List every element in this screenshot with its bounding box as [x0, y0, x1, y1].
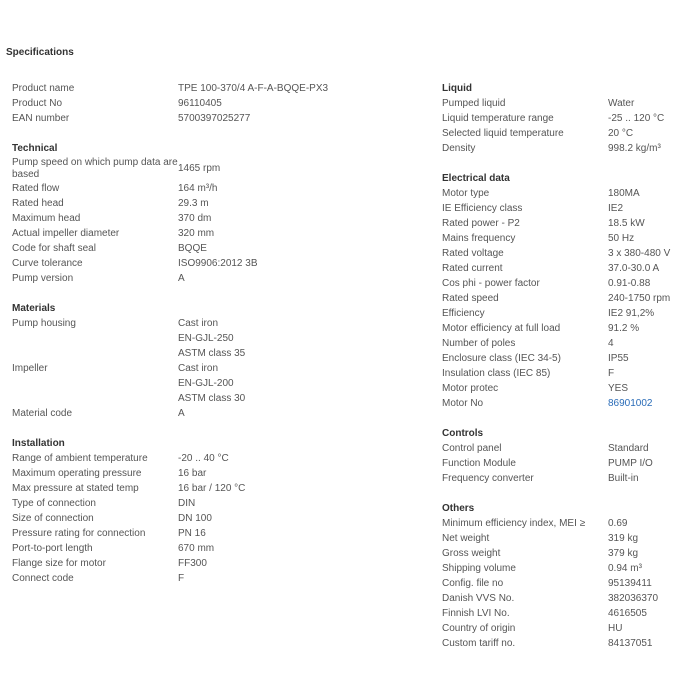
spec-row-curve-tolerance — [12, 256, 422, 271]
spec-value — [608, 576, 692, 591]
spec-row-mains-frequency — [442, 231, 692, 246]
spec-row-product-name — [12, 81, 422, 96]
spec-value — [178, 211, 422, 226]
spec-row-ean-number — [12, 111, 422, 126]
spec-value-line: 240-1750 rpm — [608, 293, 671, 304]
spec-row-pumped-liquid — [442, 96, 692, 111]
spec-label: Control panel — [442, 443, 502, 454]
spec-value-line: FF300 — [178, 558, 207, 569]
spec-label: EAN number — [12, 113, 70, 124]
spec-value-line: HU — [608, 623, 623, 634]
section-installation — [12, 436, 422, 586]
spec-value — [608, 336, 692, 351]
spec-row-liquid-temperature-range — [442, 111, 692, 126]
spec-value — [608, 96, 692, 111]
motor-no-link[interactable]: 86901002 — [608, 398, 653, 409]
spec-value-line: 180MA — [608, 188, 640, 199]
spec-value — [178, 156, 422, 181]
spec-value — [178, 496, 422, 511]
spec-value — [178, 241, 422, 256]
spec-label: Pump housing — [12, 318, 76, 329]
spec-value — [608, 201, 692, 216]
spec-row-connect-code — [12, 571, 422, 586]
spec-value — [608, 246, 692, 261]
spec-value — [608, 531, 692, 546]
spec-row-country-of-origin — [442, 621, 692, 636]
spec-label: Rated head — [12, 198, 64, 209]
spec-value-line: 164 m³/h — [178, 183, 218, 194]
spec-row-pump-housing — [12, 316, 422, 361]
spec-value-line: 37.0-30.0 A — [608, 263, 660, 274]
spec-row-shipping-volume — [442, 561, 692, 576]
spec-label: Product name — [12, 83, 75, 94]
spec-label: Net weight — [442, 533, 490, 544]
spec-value-line: 379 kg — [608, 548, 639, 559]
spec-value — [608, 141, 692, 156]
spec-row-enclosure-class-iec-34-5 — [442, 351, 692, 366]
spec-value-line: 96110405 — [178, 98, 222, 109]
spec-row-control-panel — [442, 441, 692, 456]
spec-row-rated-power-p2 — [442, 216, 692, 231]
spec-value — [178, 556, 422, 571]
spec-value — [608, 261, 692, 276]
section-product — [12, 81, 422, 126]
spec-value — [178, 526, 422, 541]
spec-value-line: Cast iron — [178, 363, 219, 374]
spec-value — [178, 511, 422, 526]
spec-row-minimum-efficiency-index-mei — [442, 516, 692, 531]
spec-value-line: 0.69 — [608, 518, 628, 529]
spec-label: Motor type — [442, 188, 490, 199]
spec-label: Motor No — [442, 398, 484, 409]
spec-label: IE Efficiency class — [442, 203, 523, 214]
spec-value-line: Built-in — [608, 473, 639, 484]
spec-label: Shipping volume — [442, 563, 516, 574]
spec-value — [178, 541, 422, 556]
spec-row-size-of-connection — [12, 511, 422, 526]
spec-label: Frequency converter — [442, 473, 534, 484]
spec-label: Insulation class (IEC 85) — [442, 368, 551, 379]
spec-value-line: 18.5 kW — [608, 218, 645, 229]
spec-value — [178, 406, 422, 421]
spec-label: Motor efficiency at full load — [442, 323, 561, 334]
spec-value — [178, 181, 422, 196]
spec-row-impeller — [12, 361, 422, 406]
spec-row-motor-protec — [442, 381, 692, 396]
spec-value — [608, 111, 692, 126]
spec-row-finnish-lvi-no — [442, 606, 692, 621]
spec-value-line: 95139411 — [608, 578, 652, 589]
spec-value — [178, 571, 422, 586]
spec-row-product-no — [12, 96, 422, 111]
spec-label: Mains frequency — [442, 233, 516, 244]
spec-row-selected-liquid-temperature — [442, 126, 692, 141]
spec-label: Code for shaft seal — [12, 243, 96, 254]
spec-value-line: 29.3 m — [178, 198, 209, 209]
spec-label: Config. file no — [442, 578, 504, 589]
spec-value-line: 5700397025277 — [178, 113, 251, 124]
spec-value — [178, 111, 422, 126]
spec-value — [608, 321, 692, 336]
spec-value — [608, 441, 692, 456]
spec-value-line: 20 °C — [608, 128, 634, 139]
spec-value — [608, 546, 692, 561]
spec-value — [608, 381, 692, 396]
spec-value — [608, 351, 692, 366]
spec-label: Motor protec — [442, 383, 499, 394]
spec-value — [608, 396, 692, 411]
spec-label: Type of connection — [12, 498, 96, 509]
spec-label: Liquid temperature range — [442, 113, 554, 124]
spec-value-line: ASTM class 35 — [178, 348, 246, 359]
spec-value-line: DN 100 — [178, 513, 212, 524]
spec-value-line: -20 .. 40 °C — [178, 453, 229, 464]
spec-value-line: 370 dm — [178, 213, 212, 224]
section-title: Materials — [12, 303, 56, 314]
spec-value-line: Cast iron — [178, 318, 219, 329]
spec-label: Selected liquid temperature — [442, 128, 564, 139]
spec-row-max-pressure-at-stated-temp — [12, 481, 422, 496]
spec-value — [178, 196, 422, 211]
spec-value — [608, 186, 692, 201]
spec-value — [178, 316, 422, 361]
spec-value-line: IE2 91,2% — [608, 308, 655, 319]
spec-value-line: IE2 — [608, 203, 624, 214]
spec-value-line: 0.91-0.88 — [608, 278, 651, 289]
spec-value-line: 50 Hz — [608, 233, 635, 244]
spec-row-ie-efficiency-class — [442, 201, 692, 216]
spec-row-maximum-operating-pressure — [12, 466, 422, 481]
spec-value — [608, 216, 692, 231]
spec-value — [178, 451, 422, 466]
spec-label: Danish VVS No. — [442, 593, 515, 604]
spec-label: Flange size for motor — [12, 558, 106, 569]
spec-label: Pumped liquid — [442, 98, 506, 109]
spec-label: Maximum operating pressure — [12, 468, 142, 479]
spec-value-line: -25 .. 120 °C — [608, 113, 665, 124]
spec-value — [178, 256, 422, 271]
spec-value-line: Water — [608, 98, 635, 109]
spec-value-line: 4616505 — [608, 608, 647, 619]
spec-value-line: IP55 — [608, 353, 629, 364]
spec-value-line: YES — [608, 383, 629, 394]
spec-row-actual-impeller-diameter — [12, 226, 422, 241]
spec-row-net-weight — [442, 531, 692, 546]
spec-row-custom-tariff-no — [442, 636, 692, 651]
section-title: Electrical data — [442, 173, 510, 184]
spec-value — [608, 291, 692, 306]
spec-value-line: 1465 rpm — [178, 163, 221, 174]
section-title: Controls — [442, 428, 484, 439]
spec-label: Product No — [12, 98, 63, 109]
spec-label: Max pressure at stated temp — [12, 483, 139, 494]
spec-label: Function Module — [442, 458, 516, 469]
spec-label: Finnish LVI No. — [442, 608, 510, 619]
section-title: Technical — [12, 143, 58, 154]
spec-value — [608, 306, 692, 321]
spec-label: Enclosure class (IEC 34-5) — [442, 353, 561, 364]
spec-row-number-of-poles — [442, 336, 692, 351]
spec-row-insulation-class-iec-85 — [442, 366, 692, 381]
spec-row-config-file-no — [442, 576, 692, 591]
spec-row-rated-voltage — [442, 246, 692, 261]
section-title: Others — [442, 503, 475, 514]
spec-value — [608, 636, 692, 651]
section-materials — [12, 301, 422, 421]
spec-value-line: PN 16 — [178, 528, 206, 539]
spec-value-line: DIN — [178, 498, 196, 509]
spec-label: Custom tariff no. — [442, 638, 516, 649]
spec-value-line: 320 mm — [178, 228, 215, 239]
spec-row-type-of-connection — [12, 496, 422, 511]
section-liquid — [442, 81, 692, 156]
spec-value-line: F — [608, 368, 615, 379]
spec-value — [608, 231, 692, 246]
spec-value — [608, 456, 692, 471]
spec-value-line: 670 mm — [178, 543, 215, 554]
spec-label: Rated flow — [12, 183, 60, 194]
spec-label: Cos phi - power factor — [442, 278, 540, 289]
spec-label: Pump version — [12, 273, 74, 284]
spec-value-line: 84137051 — [608, 638, 653, 649]
spec-value-line: 0.94 m³ — [608, 563, 642, 574]
spec-label: Range of ambient temperature — [12, 453, 148, 464]
left-column — [12, 81, 422, 601]
spec-value-line: TPE 100-370/4 A-F-A-BQQE-PX3 — [178, 83, 329, 94]
spec-label: Port-to-port length — [12, 543, 93, 554]
spec-value — [608, 591, 692, 606]
section-others — [442, 501, 692, 651]
spec-label: Pump speed on which pump data are based — [12, 157, 178, 180]
spec-value-line: ISO9906:2012 3B — [178, 258, 258, 269]
spec-row-motor-efficiency-at-full-load — [442, 321, 692, 336]
spec-value — [608, 276, 692, 291]
section-technical — [12, 141, 422, 286]
spec-value-line: EN-GJL-250 — [178, 333, 234, 344]
spec-value — [608, 606, 692, 621]
spec-row-frequency-converter — [442, 471, 692, 486]
spec-row-flange-size-for-motor — [12, 556, 422, 571]
spec-label: Rated voltage — [442, 248, 504, 259]
spec-value-line: 16 bar — [178, 468, 207, 479]
spec-row-pump-speed-on-which-pump-data-are-based — [12, 156, 422, 181]
spec-value — [608, 561, 692, 576]
section-controls — [442, 426, 692, 486]
spec-value — [608, 126, 692, 141]
spec-row-code-for-shaft-seal — [12, 241, 422, 256]
spec-label: Pressure rating for connection — [12, 528, 146, 539]
spec-row-motor-type — [442, 186, 692, 201]
spec-value-line: PUMP I/O — [608, 458, 653, 469]
section-title: Liquid — [442, 83, 472, 94]
spec-label: Rated power - P2 — [442, 218, 520, 229]
spec-row-density — [442, 141, 692, 156]
spec-value — [608, 366, 692, 381]
spec-value — [178, 466, 422, 481]
spec-value — [178, 81, 422, 96]
spec-label: Gross weight — [442, 548, 501, 559]
spec-value — [178, 361, 422, 406]
spec-label: Impeller — [12, 363, 48, 374]
spec-value — [178, 481, 422, 496]
spec-label: Country of origin — [442, 623, 516, 634]
spec-value — [178, 96, 422, 111]
spec-value-line: 16 bar / 120 °C — [178, 483, 246, 494]
spec-value-line: 998.2 kg/m³ — [608, 143, 661, 154]
spec-row-function-module — [442, 456, 692, 471]
spec-label: Number of poles — [442, 338, 516, 349]
spec-value-line: 3 x 380-480 V — [608, 248, 671, 259]
spec-value-line: EN-GJL-200 — [178, 378, 234, 389]
spec-label: Curve tolerance — [12, 258, 83, 269]
spec-value — [178, 226, 422, 241]
spec-row-rated-head — [12, 196, 422, 211]
section-title: Installation — [12, 438, 65, 449]
spec-value-line: F — [178, 573, 185, 584]
spec-row-rated-current — [442, 261, 692, 276]
spec-row-motor-no — [442, 396, 692, 411]
spec-label: Density — [442, 143, 476, 154]
spec-label: Material code — [12, 408, 73, 419]
spec-label: Actual impeller diameter — [12, 228, 120, 239]
spec-row-cos-phi-power-factor — [442, 276, 692, 291]
spec-value — [608, 621, 692, 636]
spec-value-line: 382036370 — [608, 593, 659, 604]
spec-value-line: ASTM class 30 — [178, 393, 246, 404]
spec-label: Efficiency — [442, 308, 485, 319]
spec-label: Rated speed — [442, 293, 499, 304]
spec-label: Rated current — [442, 263, 503, 274]
spec-value — [608, 471, 692, 486]
spec-row-pump-version — [12, 271, 422, 286]
spec-value-line: 4 — [608, 338, 614, 349]
spec-value — [178, 271, 422, 286]
spec-label: Minimum efficiency index, MEI ≥ — [442, 518, 586, 529]
spec-value-line: A — [178, 408, 185, 419]
spec-row-gross-weight — [442, 546, 692, 561]
spec-value-line: 91.2 % — [608, 323, 640, 334]
spec-value-line: Standard — [608, 443, 649, 454]
spec-value-line: BQQE — [178, 243, 207, 254]
spec-row-rated-speed — [442, 291, 692, 306]
spec-row-danish-vvs-no — [442, 591, 692, 606]
spec-label: Connect code — [12, 573, 74, 584]
right-column — [442, 81, 692, 666]
spec-label: Size of connection — [12, 513, 94, 524]
spec-row-rated-flow — [12, 181, 422, 196]
spec-value-line: A — [178, 273, 185, 284]
page-title: Specifications — [6, 47, 74, 58]
spec-value-line: 319 kg — [608, 533, 639, 544]
spec-row-port-to-port-length — [12, 541, 422, 556]
spec-row-range-of-ambient-temperature — [12, 451, 422, 466]
spec-row-maximum-head — [12, 211, 422, 226]
section-electrical-data — [442, 171, 692, 411]
spec-label: Maximum head — [12, 213, 81, 224]
spec-row-pressure-rating-for-connection — [12, 526, 422, 541]
spec-value — [608, 516, 692, 531]
spec-row-material-code — [12, 406, 422, 421]
spec-row-efficiency — [442, 306, 692, 321]
